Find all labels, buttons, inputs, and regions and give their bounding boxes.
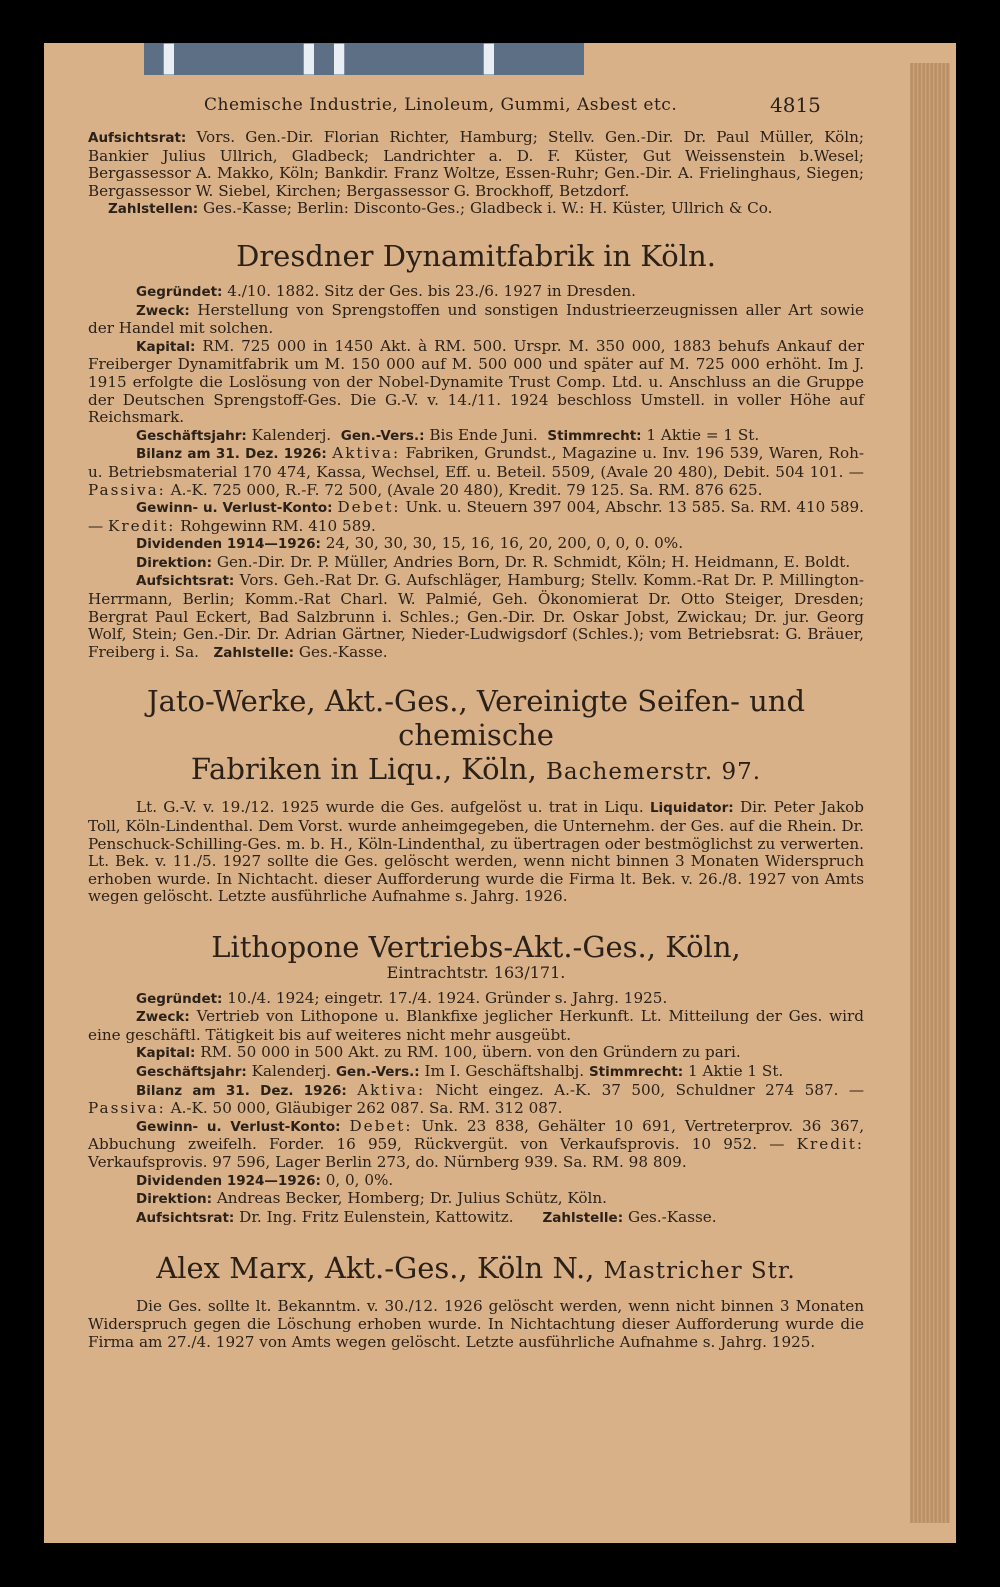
- label: Stimmrecht:: [547, 427, 642, 444]
- passiva-label: Passiva:: [88, 1099, 166, 1118]
- label: Aufsichtsrat:: [136, 573, 235, 590]
- label: Geschäftsjahr:: [136, 1063, 247, 1080]
- marx-title-address: Mastricher Str.: [603, 1258, 796, 1285]
- lithopone-kapital: [88, 1044, 864, 1063]
- text: RM. 725 000 in 1450 Akt. à RM. 500. Urspr. M. 350 000, 1883 behufs Ankauf der Freiberger Dynamitfabrik um M. 150 000 auf M. 500 000 und später auf M. 725 000 erhöht. Im J. 1915 erfolgte die Loslösung von der Nobel-Dynamite Trust Comp. Ltd. u. Anschluss an die Gruppe der Deutschen Sprengstoff-Ges. Die G.-V. v. 14./11. 1924 beschloss Umstell. in voller Höhe auf Reichsmark.: [88, 336, 864, 427]
- label: Gewinn- u. Verlust-Konto:: [136, 1118, 341, 1135]
- text: Ges.-Kasse.: [298, 642, 388, 661]
- text: Im I. Geschäftshalbj.: [424, 1061, 585, 1080]
- text: Rohgewinn RM. 410 589.: [180, 516, 376, 535]
- text: Ges.-Kasse.: [627, 1207, 717, 1226]
- label: Gegründet:: [136, 283, 223, 300]
- text: 24, 30, 30, 30, 15, 16, 16, 20, 200, 0, 0, 0. 0%.: [325, 534, 684, 553]
- label: Zahlstelle:: [213, 644, 295, 661]
- top-aufsichtsrat: [88, 129, 864, 200]
- text: RM. 50 000 in 500 Akt. zu RM. 100, übern. von den Gründern zu pari.: [200, 1043, 741, 1062]
- text: 0, 0, 0%.: [325, 1170, 394, 1189]
- top-zahlstellen: [88, 200, 864, 219]
- tab-mark-icon: ▌: [164, 45, 184, 75]
- label: Stimmrecht:: [588, 1063, 684, 1080]
- label: Direktion:: [136, 554, 212, 571]
- dresdner-zweck: [88, 302, 864, 338]
- passiva-label: Passiva:: [88, 480, 166, 499]
- lithopone-direktion: [88, 1190, 864, 1209]
- text: Vors. Gen.-Dir. Florian Richter, Hamburg; Stellv. Gen.-Dir. Dr. Paul Müller, Köln; Bankier Julius Ullrich, Gladbeck; Landrichter a. D. F. Küster, Gut Weissenstein b.Wesel; Bergassessor A. Makko, Köln; Bankdir. Franz Woltze, Essen-Ruhr; Gen.-Dir. A. Frielinghaus, Siegen; Bergassessor W. Siebel, Kirchen; Bergassessor G. Brockhoff, Betzdorf.: [88, 128, 865, 200]
- page-number: 4815: [770, 93, 821, 117]
- page-edge-stack: [910, 63, 950, 1523]
- running-head: Chemische Industrie, Linoleum, Gummi, Asbest etc.: [204, 95, 678, 115]
- text: A.-K. 725 000, R.-F. 72 500, (Avale 20 480), Kredit. 79 125. Sa. RM. 876 625.: [170, 480, 763, 499]
- label: Aufsichtsrat:: [88, 130, 187, 146]
- label: Dividenden 1924—1926:: [136, 1172, 321, 1189]
- marx-text: Die Ges. sollte lt. Bekanntm. v. 30./12. 1926 gelöscht werden, wenn nicht binnen 3 Monaten Widerspruch gegen die Löschung erhoben wurde. In Nichtachtung dieser Aufforderung wurde die Firma am 27./4. 1927 von Amts wegen gelöscht. Letzte ausführliche Aufnahme s. Jahrg. 1925.: [88, 1297, 864, 1351]
- text: Andreas Becker, Homberg; Dr. Julius Schütz, Köln.: [216, 1189, 607, 1208]
- jato-title-main: Fabriken in Liqu., Köln,: [190, 752, 537, 787]
- text: Verkaufsprovis. 97 596, Lager Berlin 273, do. Nürnberg 939. Sa. RM. 98 809.: [88, 1152, 687, 1171]
- text: Kalenderj.: [251, 425, 332, 444]
- text: Vertrieb von Lithopone u. Blankfixe jeglicher Herkunft. Lt. Mitteilung der Ges. wird eine geschäftl. Tätigkeit bis auf weiteres nicht mehr ausgeübt.: [88, 1007, 864, 1044]
- dresdner-aufsichtsrat: [88, 572, 864, 662]
- lithopone-zweck: [88, 1008, 864, 1044]
- dresdner-direktion: [88, 554, 864, 573]
- text: Unk. u. Steuern 397 004, Abschr. 13 585. Sa. RM. 410 589. —: [88, 498, 864, 535]
- label: Geschäftsjahr:: [136, 427, 247, 444]
- jato-title-line2: [88, 752, 864, 789]
- jato-title-address: Bachemerstr. 97.: [546, 759, 762, 786]
- label: Gegründet:: [136, 990, 223, 1007]
- page-tab-strip: [144, 43, 584, 75]
- text: Dir. Peter Jakob Toll, Köln-Lindenthal. Dem Vorst. wurde anheimgegeben, die Unternehm. der Ges. auf die Rhein. Dr. Penschuck-Schilling-Ges. m. b. H., Köln-Lindenthal, zu übertragen oder bestmöglichst zu verwerten. Lt. Bek. v. 11./5. 1927 sollte die Ges. gelöscht werden, wenn nicht binnen 3 Monaten Widerspruch erhoben wurde. In Nichtacht. dieser Aufforderung wurde die Firma lt. Bek. v. 26./8. 1927 von Amts wegen gelöscht. Letzte ausführliche Aufnahme s. Jahrg. 1926.: [88, 798, 865, 906]
- text: Dr. Ing. Fritz Eulenstein, Kattowitz.: [239, 1207, 514, 1226]
- dresdner-bilanz: [88, 445, 864, 499]
- tab-mark-icon: ▌: [484, 45, 504, 75]
- label: Direktion:: [136, 1191, 212, 1208]
- lithopone-dividenden: [88, 1172, 864, 1191]
- text: 10./4. 1924; eingetr. 17./4. 1924. Gründer s. Jahrg. 1925.: [227, 988, 668, 1007]
- marx-title-main: Alex Marx, Akt.-Ges., Köln N.,: [156, 1251, 595, 1286]
- text: Unk. 23 838, Gehälter 10 691, Vertreterprov. 36 367, Abbuchung zweifelh. Forder. 16 959, Rückvergüt. von Verkaufsprovis. 10 952. —: [88, 1116, 865, 1154]
- label: Zweck:: [136, 1009, 190, 1026]
- label: Bilanz am 31. Dez. 1926:: [136, 1082, 347, 1099]
- text: Gen.-Dir. Dr. P. Müller, Andries Born, Dr. R. Schmidt, Köln; H. Heidmann, E. Boldt.: [216, 552, 851, 571]
- dresdner-dividenden: [88, 535, 864, 554]
- jato-text: [88, 799, 864, 906]
- text: Herstellung von Sprengstoffen und sonstigen Industrieerzeugnissen aller Art sowie der Handel mit solchen.: [88, 300, 865, 338]
- kredit-label: Kredit:: [108, 516, 176, 535]
- text: Lt. G.-V. v. 19./12. 1925 wurde die Ges. aufgelöst u. trat in Liqu.: [136, 798, 644, 817]
- text: Kalenderj.: [251, 1061, 332, 1080]
- lithopone-aufsichtsrat: [88, 1209, 864, 1228]
- aktiva-label: Aktiva:: [332, 444, 401, 463]
- book-page: [44, 43, 956, 1543]
- dresdner-kapital: [88, 338, 864, 427]
- aktiva-label: Aktiva:: [357, 1080, 426, 1099]
- lithopone-title: Lithopone Vertriebs-Akt.-Ges., Köln,: [211, 930, 741, 964]
- label: Aufsichtsrat:: [136, 1209, 235, 1226]
- text: Fabriken, Grundst., Magazine u. Inv. 196 539, Waren, Roh- u. Betriebsmaterial 170 474, Kassa, Wechsel, Eff. u. Beteil. 5509, (Avale 20 480), Debit. 504 101. —: [88, 444, 865, 481]
- dresdner-geschaeftsjahr: [88, 427, 864, 446]
- marx-title: [88, 1251, 864, 1288]
- tab-mark-icon: ▌▐: [304, 45, 344, 75]
- text: Ges.-Kasse; Berlin: Disconto-Ges.; Gladbeck i. W.: H. Küster, Ullrich & Co.: [203, 199, 773, 218]
- dresdner-gewinn: [88, 499, 864, 535]
- text: Vors. Geh.-Rat Dr. G. Aufschläger, Hamburg; Stellv. Komm.-Rat Dr. P. Millington-Herrmann, Berlin; Komm.-Rat Charl. W. Palmié, Geh. Ökonomierat Dr. Otto Steiger, Dresden; Bergrat Paul Eckert, Bad Salzbrunn i. Schles.; Gen.-Dir. Dr. Oskar Jobst, Zwickau; Dr. jur. Georg Wolf, Stein; Gen.-Dir. Dr. Adrian Gärtner, Nieder-Ludwigsdorf (Schles.); vom Betriebsrat: G. Bräuer, Freiberg i. Sa.: [88, 571, 865, 661]
- label: Liquidator:: [649, 800, 734, 817]
- label: Zahlstellen:: [108, 201, 199, 218]
- label: Dividenden 1914—1926:: [136, 536, 321, 553]
- text: 4./10. 1882. Sitz der Ges. bis 23./6. 1927 in Dresden.: [227, 281, 637, 300]
- text: 1 Aktie = 1 St.: [646, 425, 760, 444]
- label: Gen.-Vers.:: [340, 427, 425, 444]
- dresdner-title: Dresdner Dynamitfabrik in Köln.: [236, 238, 716, 273]
- jato-title-line1: Jato-Werke, Akt.-Ges., Vereinigte Seifen- und chemische: [146, 684, 806, 753]
- label: Zahlstelle:: [542, 1209, 624, 1226]
- debet-label: Debet:: [349, 1116, 413, 1135]
- kredit-label: Kredit:: [796, 1135, 864, 1154]
- lithopone-address: Eintrachtstr. 163/171.: [386, 963, 566, 982]
- label: Zweck:: [136, 302, 190, 319]
- text: Bis Ende Juni.: [429, 425, 538, 444]
- lithopone-geschaeftsjahr: [88, 1063, 864, 1082]
- label: Gen.-Vers.:: [335, 1063, 420, 1080]
- label: Kapital:: [136, 1045, 196, 1062]
- page-text: [88, 129, 864, 1351]
- text: 1 Aktie 1 St.: [687, 1061, 784, 1080]
- lithopone-gegruendet: [88, 990, 864, 1009]
- text: A.-K. 50 000, Gläubiger 262 087. Sa. RM. 312 087.: [170, 1099, 563, 1118]
- text: Nicht eingez. A.-K. 37 500, Schuldner 274 587. —: [435, 1080, 865, 1099]
- debet-label: Debet:: [337, 498, 401, 517]
- lithopone-gewinn: [88, 1118, 864, 1172]
- label: Gewinn- u. Verlust-Konto:: [136, 500, 333, 517]
- lithopone-bilanz: [88, 1082, 864, 1118]
- label: Bilanz am 31. Dez. 1926:: [136, 446, 327, 463]
- dresdner-gegruendet: [88, 283, 864, 302]
- label: Kapital:: [136, 338, 196, 355]
